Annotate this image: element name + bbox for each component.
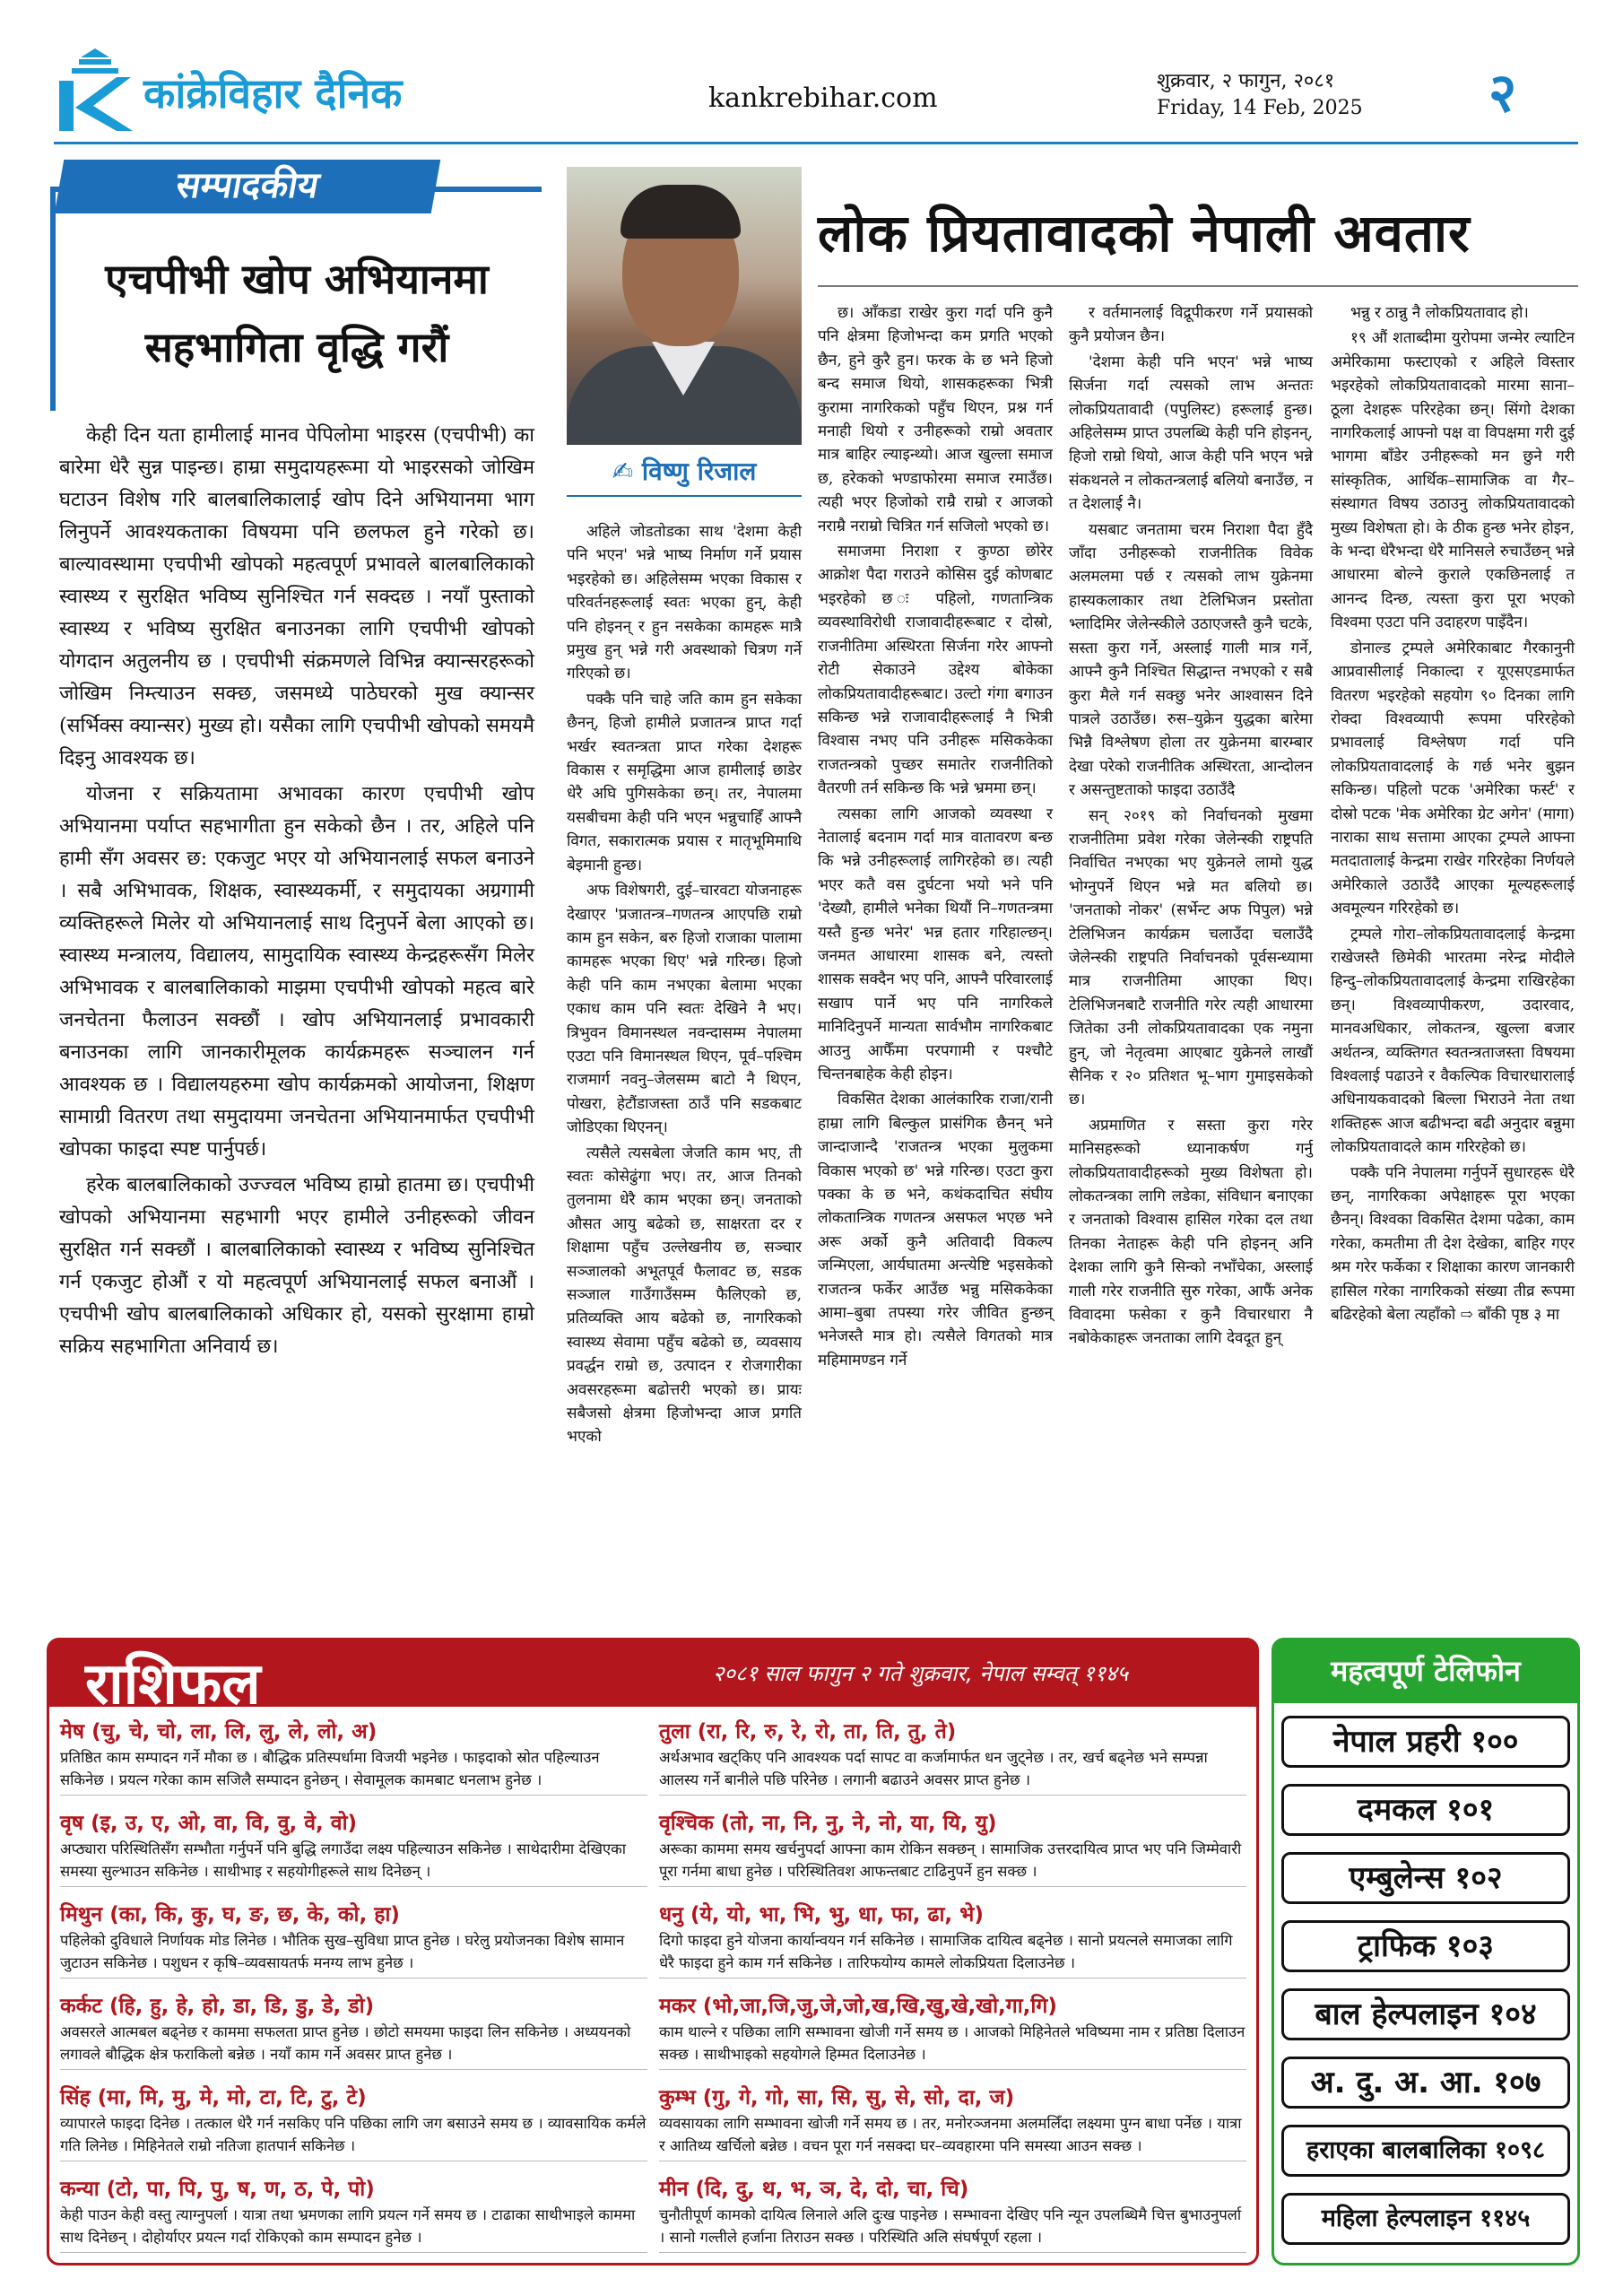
issue-date [1157,68,1363,122]
horoscope-sign [60,1992,647,2070]
article-paragraph: छ। आँकडा राखेर कुरा गर्दा पनि कुनै पनि क्षेत्रमा हिजोभन्दा कम प्रगति भएको छैन, हुने कुरै हुन। फरक के छ भने हिजो बन्द समाज थियो, शासकहरूका भित्री कुरामा नागरिकको पहुँच थिएन, प्रश्न गर्न मनाही थियो र उनीहरूको राम्रो अवतार मात्र बाहिर ल्याइन्थ्यो। आज खुल्ला समाज छ, हरेकको भण्डाफोरमा समाज रमाउँछ। त्यही भएर हिजोको राम्रै राम्रो र आजको नराम्रै नराम्रो चित्रित गर्न सजिलो भएको छ। [818,304,1053,535]
headline-divider [818,285,1578,287]
horoscope-sign [659,2083,1246,2161]
newspaper-logo-icon [54,45,136,135]
horoscope-sign [60,1900,647,1979]
sign-letters: (इ, उ, ए, ओ, वा, वि, वु, वे, वो) [91,1812,358,1835]
sign-prediction: केही पाउन केही वस्तु त्याग्नुपर्ला । यात्रा तथा भ्रमणका लागि प्रयत्न गर्ने समय छ । टाढाका साथीभाइले काममा साथ दिनेछन् । दोहोर्याएर प्रयत्न गर्दा रोकिएको काम सम्पादन हुनेछ । [60,2204,647,2253]
sign-letters: (ये, यो, भा, भि, भु, धा, फा, ढा, भे) [690,1903,984,1926]
sign-name-line [659,1992,1246,2021]
article-paragraph: अप्रमाणित र सस्ता कुरा गरेर मानिसहरूको ध्यानाकर्षण गर्नु लोकप्रियतावादीहरूको मुख्य विशेषता हो। लोकतन्त्रका लागि लडेका, संविधान बनाएका र जनताको विश्वास हासिल गरेका दल तथा तिनका नेताहरू केही पनि होइनन् अनि देशका लागि कुनै सिन्को नभाँचेका, अस्लाई गाली गरेर राजनीति सुरु गरेका, आफैं अनेक विवादमा फसेका र कुनै विचारधारा नै नबोकेकाहरू जनताका लागि देवदूत हुन् [1069,1116,1313,1348]
editorial-headline [59,245,534,381]
sign-name: धनु [659,1903,683,1926]
article-paragraph: समाजमा निराशा र कुण्ठा छोरेर आक्रोश पैदा गराउने कोसिस दुई कोणबाट भइरहेको छ ः पहिलो, गणतान्त्रिक व्यवस्थाविरोधी राजावादीहरूबाट र दोस्रो, राजनीतिमा अस्थिरता सिर्जना गरेर आफ्नो रोटी सेकाउने उद्देश्य बोकेका लोकप्रियतावादीहरूबाट। उल्टो गंगा बगाउन सकिन्छ भन्ने राजावादीहरूलाई नै भित्री विश्वास नभए पनि उनीहरू मसिककेका राजतन्त्रको पुच्छर समातेर राजनीतिको वैतरणी तर्न सकिन्छ कि भन्ने भ्रममा छन्। [818,543,1053,798]
phone-entry: एम्बुलेन्स १०२ [1281,1852,1570,1904]
article-paragraph: डोनाल्ड ट्रम्पले अमेरिकाबाट गैरकानुनी आप्रवासीलाई निकाल्दा र यूएसएडमार्फत वितरण भइरहेको सहयोग ९० दिनका लागि रोक्दा विश्वव्यापी रूपमा परिरहेको प्रभावलाई विश्लेषण गर्दा पनि लोकप्रियतावादलाई के गर्छ भनेर बुझन सकिन्छ। पहिलो पटक 'अमेरिका फर्स्ट' र दोस्रो पटक 'मेक अमेरिका ग्रेट अगेन' (मागा) नाराका साथ सत्तामा आएका ट्रम्पले आफ्ना मतदातालाई केन्द्रमा राखेर गरिरहेका निर्णयले अमेरिकाले उठाउँदै आएका मूल्यहरूलाई अवमूल्यन गरिरहेको छ। [1331,639,1575,918]
article-paragraph: अहिले जोडतोडका साथ 'देशमा केही पनि भएन' भन्ने भाष्य निर्माण गर्ने प्रयास भइरहेको छ। अहिलेसम्म भएका विकास र परिवर्तनहरूलाई स्वतः भएका हुन्, केही पनि होइनन् र हुन नसकेका कामहरू मात्रै प्रमुख हुन् भन्ने गरी अवस्थाको चित्रण गर्ने गरिएको छ। [567,523,802,683]
phone-entry: हराएका बालबालिका १०९८ [1281,2125,1570,2177]
phone-entry: नेपाल प्रहरी १०० [1281,1716,1570,1768]
article-column-1 [567,520,802,1451]
sign-name: मिथुन [60,1903,103,1926]
phone-entry: महिला हेल्पलाइन ११४५ [1281,2193,1570,2245]
article-column-4 [1331,301,1575,1328]
editorial-headline-line2: सहभागिता वृद्धि गरौं [144,323,449,371]
article-paragraph: १९ औं शताब्दीमा युरोपमा जन्मेर ल्याटिन अमेरिकामा फस्टाएको र अहिले विस्तार भइरहेको लोकप्रियतावादको मारमा साना–ठूला देशहरू परिरहेका छन्। सिंगो देशका नागरिकलाई आफ्नो पक्ष वा विपक्षमा गरी दुई भागमा बाँडेर उनीहरूको मन छुने गरी सांस्कृतिक, आर्थिक–सामाजिक वा गैर–संस्थागत विषय उठाउनु लोकप्रियतावादको मुख्य विशेषता हो। के ठीक हुन्छ भनेर होइन, के भन्दा धेरैभन्दा धेरै मानिसले रुचाउँछन् भन्ने आधारमा बोल्ने कुराले एकछिनलाई त आनन्द दिन्छ, त्यस्ता कुरा पूरा भएको विश्वमा एउटा पनि उदाहरण पाइँदैन। [1331,329,1575,632]
article-paragraph: त्यसैले त्यसबेला जेजति काम भए, ती स्वतः कोसेढुंगा भए। तर, आज तिनको तुलनामा धेरै काम भएका छन्। जनताको औसत आयु बढेको छ, साक्षरता दर र शिक्षामा पहुँच उल्लेखनीय छ, सञ्चार सञ्जालको अभूतपूर्व फैलावट छ, सडक सञ्जाल गाउँगाउँसम्म फैलिएको छ, प्रतिव्यक्ति आय बढेको छ, नागरिकको स्वास्थ्य सेवामा पहुँच बढेको छ, व्यवसाय प्रवर्द्धन राम्रो छ, उत्पादन र रोजगारीका अवसरहरूमा बढोत्तरी भएको छ। प्रायः सबैजसो क्षेत्रमा हिजोभन्दा आज प्रगति भएको [567,1144,802,1447]
article-paragraph: भन्नु र ठान्नु नै लोकप्रियतावाद हो। [1350,304,1529,322]
article-paragraph: र वर्तमानलाई विद्रूपीकरण गर्ने प्रयासको कुनै प्रयोजन छैन। [1069,304,1313,346]
sign-prediction: दिगो फाइदा हुने योजना कार्यान्वयन गर्न सकिनेछ । सामाजिक दायित्व बढ्नेछ । सानो प्रयत्नले समाजका लागि धेरै फाइदा हुने काम गर्न सकिनेछ । तारिफयोग्य कामले लोकप्रियता दिलाउनेछ । [659,1929,1246,1979]
phone-entry: अ. दु. अ. आ. १०७ [1281,2057,1570,2109]
sign-name-line [60,1900,647,1929]
horoscope-sign [659,1900,1246,1979]
sign-prediction: पहिलेको दुविधाले निर्णायक मोड लिनेछ । भौतिक सुख–सुविधा प्राप्त हुनेछ । घरेलु प्रयोजनका विशेष सामान जुटाउन सकिनेछ । पशुधन र कृषि–व्यवसायतर्फ मनग्य लाभ हुनेछ । [60,1929,647,1979]
sign-letters: (चु, चे, चो, ला, लि, लु, ले, लो, अ) [91,1720,378,1744]
important-phones-box [1271,1638,1580,2266]
sign-prediction: प्रतिष्ठित काम सम्पादन गर्ने मौका छ । बौद्धिक प्रतिस्पर्धामा विजयी भइनेछ । फाइदाको स्रोत पहिल्याउन सकिनेछ । प्रयत्न गरेका काम सजिलै सम्पादन हुनेछन् । सेवामूलक कामबाट धनलाभ हुनेछ । [60,1746,647,1796]
sign-name-line [60,1718,647,1746]
sign-name-line [60,1992,647,2021]
sign-letters: (टो, पा, पि, पु, ष, ण, ठ, पे, पो) [106,2178,375,2201]
sign-name: कन्या [60,2178,100,2201]
sign-name: वृश्चिक [659,1812,714,1835]
sign-prediction: चुनौतीपूर्ण कामको दायित्व लिनाले अलि दुःख पाइनेछ । सम्भावना देखिए पनि न्यून उपलब्धिमै चित्त बुभाउनुपर्ला । सानो गल्तीले हर्जाना तिराउन सक्छ । परिस्थिति अलि संघर्षपूर्ण रहला । [659,2204,1246,2253]
sign-name-line [659,2175,1246,2204]
page-number: २ [1488,62,1517,125]
sign-prediction: अरूका काममा समय खर्चनुपर्दा आफ्ना काम रोकिन सक्छन् । सामाजिक उत्तरदायित्व प्राप्त भए पनि जिम्मेवारी पूरा गर्नमा बाधा हुनेछ । परिस्थितिवश आफन्तबाट टाढिनुपर्ने हुन सक्छ । [659,1838,1246,1887]
horoscope-box [47,1638,1259,2266]
editorial-label: सम्पादकीय [55,160,441,213]
article-paragraph: 'देशमा केही पनि भएन' भन्ने भाष्य सिर्जना गर्दा त्यसको लाभ अन्ततः लोकप्रियतावादी (पपुलिस्ट) हरूलाई हुन्छ। अहिलेसम्म प्राप्त उपलब्धि केही पनि होइनन्, हिजो राम्रो थियो, आज केही पनि भएन भन्ने संकथनले न लोकतन्त्रलाई बलियो बनाउँछ, न त देशलाई नै। [1069,352,1313,514]
sign-name-line [659,1809,1246,1838]
editorial-section [50,160,542,1631]
sign-name: कर्कट [60,1995,102,2018]
article-paragraph: पक्कै पनि चाहे जति काम हुन सकेका छैनन्, हिजो हामीले प्रजातन्त्र प्राप्त गर्दा भर्खर स्वतन्त्रता प्राप्त गरेका देशहरू विकास र समृद्धिमा आज हामीलाई छाडेर धेरै अघि पुगिसकेका छन्। तर, नेपालमा यसबीचमा केही पनि भएन भन्नुचाहिँ आफ्नै विगत, सकारात्मक प्रयास र मातृभूमिमाथि बेइमानी हुन्छ। [567,690,802,874]
sign-name: तुला [659,1720,690,1744]
editorial-body [59,420,534,1367]
sign-letters: (दि, दु, थ, भ, ञ, दे, दो, चा, चि) [695,2178,969,2201]
sign-name-line [60,1809,647,1838]
sign-name: मीन [659,2178,689,2201]
article-column-2 [818,301,1053,1374]
article-paragraph: ट्रम्पले गोरा–लोकप्रियतावादलाई केन्द्रमा राखेजस्तै छिमेकी भारतमा नरेन्द्र मोदीले हिन्दु–लोकप्रियतावादलाई केन्द्रमा राखिरहेका छन्। विश्वव्यापीकरण, उदारवाद, मानवअधिकार, लोकतन्त्र, खुल्ला बजार अर्थतन्त्र, व्यक्तिगत स्वतन्त्रताजस्ता विषयमा विश्वलाई पढाउने र वैकल्पिक विचारधारालाई अधिनायकवादको बिल्ला भिराउने नेता तथा शक्तिहरू आज बढीभन्दा बढी अनुदार बन्नुमा लोकप्रियतावादले काम गरिरहेको छ। [1331,925,1575,1157]
sign-letters: (हि, हु, हे, हो, डा, डि, डु, डे, डो) [108,1995,375,2018]
horoscope-sign [60,2083,647,2161]
horoscope-date: २०८१ साल फागुन २ गते शुक्रवार, नेपाल सम्वत् ११४५ [713,1661,1129,1686]
sign-prediction: काम थाल्ने र पछिका लागि सम्भावना खोजी गर्ने समय छ । आजको मिहिनेतले भविष्यमा नाम र प्रतिष्ठा दिलाउन सक्छ । साथीभाइको सहयोगले हिम्मत दिलाउनेछ । [659,2021,1246,2070]
sign-letters: (भो,जा,जि,जु,जे,जो,ख,खि,खु,खे,खो,गा,गि) [702,1995,1057,2018]
editorial-paragraph: योजना र सक्रियतामा अभावका कारण एचपीभी खोप अभियानमा पर्याप्त सहभागीता हुन सकेको छैन । तर, अहिले पनि हामी सँग अवसर छ: एकजुट भएर यो अभियानलाई सफल बनाउने । सबै अभिभावक, शिक्षक, स्वास्थ्यकर्मी, र समुदायका अग्रगामी व्यक्तिहरूले मिलेर यो अभियानलाई साथ दिनुपर्ने बेला आएको छ। स्वास्थ्य मन्त्रालय, विद्यालय, सामुदायिक स्वास्थ्य केन्द्रहरूसँग मिलेर अभिभावक र बालबालिकाको माझमा एचपीभी खोपको महत्व बारे जनचेतना फैलाउन सक्छौं । खोप अभियानलाई प्रभावकारी बनाउनका लागि जानकारीमूलक कार्यक्रमहरू सञ्चालन गर्न आवश्यक छ । विद्यालयहरुमा खोप कार्यक्रमको आयोजना, शिक्षण सामाग्री वितरण तथा समुदायमा जनचेतना अभियानमार्फत एचपीभी खोपका फाइदा स्पष्ट पार्नुपर्छ। [59,783,534,1161]
byline-divider [567,495,802,497]
horoscope-sign [60,2175,647,2253]
author-photo [567,167,802,445]
editorial-headline-line1: एचपीभी खोप अभियानमा [105,255,489,303]
article-paragraph: सन् २०१९ को निर्वाचनको मुखमा राजनीतिमा प्रवेश गरेका जेलेन्स्की राष्ट्रपति निर्वाचित नभएका भए युक्रेनले लामो युद्ध भोग्नुपर्ने थिएन भन्ने मत बलियो छ। 'जनताको नोकर' (सर्भेन्ट अफ पिपुल) भन्ने टेलिभिजन कार्यक्रम चलाउँदा चलाउँदै जेलेन्स्की राष्ट्रपति निर्वाचनको पूर्वसन्ध्यामा मात्र राजनीतिमा आएका थिए। टेलिभिजनबाटै राजनीति गरेर त्यही आधारमा जितेका उनी लोकप्रियतावादका एक नमुना हुन्, जो नेतृत्वमा आएबाट युक्रेनले लाखौं सैनिक र २० प्रतिशत भू–भाग गुमाइसकेको छ। [1069,806,1313,1109]
sign-prediction: अप्ठ्यारा परिस्थितिसँग सम्भौता गर्नुपर्ने पनि बुद्धि लगाउँदा लक्ष्य पहिल्याउन सकिनेछ । साथेदारीमा देखिएका समस्या सुल्भाउन सकिनेछ । साथीभाइ र सहयोगीहरूले साथ दिनेछन् । [60,1838,647,1887]
sign-name-line [659,2083,1246,2112]
phones-title: महत्वपूर्ण टेलिफोन [1274,1640,1577,1703]
sign-name: कुम्भ [659,2086,696,2109]
sign-name-line [659,1718,1246,1746]
phone-entry: ट्राफिक १०३ [1281,1920,1570,1972]
sign-prediction: व्यापारले फाइदा दिनेछ । तत्काल धेरै गर्न नसकिए पनि पछिका लागि जग बसाउने समय छ । व्यावसायिक कर्मले गति लिनेछ । मिहिनेतले राम्रो नतिजा हातपार्न सकिनेछ । [60,2112,647,2161]
horoscope-title: राशिफल [85,1651,261,1718]
phone-entry: दमकल १०१ [1281,1784,1570,1836]
sign-name: मेष [60,1720,85,1744]
horoscope-sign [60,1718,647,1796]
sign-letters: (रा, रि, रु, रे, रो, ता, ति, तु, ते) [697,1720,957,1744]
sign-name: वृष [60,1812,84,1835]
editorial-paragraph: हरेक बालबालिकाको उज्ज्वल भविष्य हाम्रो हातमा छ। एचपीभी खोपको अभियानमा सहभागी भएर हामीले उनीहरूको जीवन सुरक्षित गर्न सक्छौं । बालबालिकाको स्वास्थ्य र भविष्य सुनिश्चित गर्न एकजुट होऔं र यो महत्वपूर्ण अभियानलाई सफल बनाऔं । एचपीभी खोप बालबालिकाको अधिकार हो, यसको सुरक्षामा हाम्रो सक्रिय सहभागिता अनिवार्य छ। [59,1174,534,1358]
sign-letters: (मा, मि, मु, मे, मो, टा, टि, टु, टे) [97,2086,367,2109]
author-byline: ✍ विष्णु रिजाल [612,457,757,486]
article-paragraph: त्यसका लागि आजको व्यवस्था र नेतालाई बदनाम गर्दा मात्र वातावरण बन्छ कि भन्ने उनीहरूलाई लागिरहेको छ। त्यही भएर कतै वस दुर्घटना भयो भने पनि 'देख्यौ, हामीले भनेका थियौं नि–गणतन्त्रमा यस्तै हुन्छ भनेर' भन्न हतार गरिहाल्छन्। जनमत आधारमा शासक बने, त्यस्तो शासक सक्दैन भए पनि, आफ्नै परिवारलाई सखाप पार्ने भए पनि नागरिकले मानिदिनुपर्ने मान्यता सार्वभौम नागरिकबाट आउनु आफैँमा परपगामी र पश्चौटे चिन्तनबाहेक केही होइन। [818,804,1053,1083]
horoscope-sign [659,1992,1246,2070]
sign-name: मकर [659,1995,696,2018]
masthead [54,36,1578,135]
article-paragraph: अफ विशेषगरी, दुई–चारवटा योजनाहरू देखाएर 'प्रजातन्त्र–गणतन्त्र आएपछि राम्रो काम हुन सकेन, बरु हिजो राजाका पालामा कामहरू भएका थिए' भन्ने गरिन्छ। हिजो केही पनि काम नभएका बेलामा भएका एकाध काम पनि स्वतः देखिने नै भए। त्रिभुवन विमानस्थल नवन्दासम्म नेपालमा एउटा पनि विमानस्थल थिएन, पूर्व–पश्चिम राजमार्ग नवनु–जेलसम्म बाटो नै थिएन, पोखरा, हेटौंडाजस्ता ठाउँ पनि सडकबाट जोडिएका थिएनन्। [567,882,802,1137]
horoscope-sign [60,1809,647,1887]
sign-letters: (का, कि, कु, घ, ङ, छ, के, को, हा) [109,1903,400,1926]
phone-entry: बाल हेल्पलाइन १०४ [1281,1988,1570,2040]
horoscope-sign [659,2175,1246,2253]
logo[interactable] [54,45,520,135]
horoscope-sign [659,1718,1246,1796]
sign-letters: (तो, ना, नि, नु, ने, नो, या, यि, यु) [720,1812,997,1835]
logo-title: कांक्रेविहार दैनिक [143,69,403,117]
sign-name: सिंह [60,2086,91,2109]
article-paragraph: यसबाट जनतामा चरम निराशा पैदा हुँदै जाँदा उनीहरूको राजनीतिक विवेक अलमलमा पर्छ र त्यसको लाभ युक्रेनमा हास्यकलाकार तथा टेलिभिजन प्रस्तोता भ्लादिमिर जेलेन्स्कीले उठाएजस्तै कुनै चटके, सस्ता कुरा गर्ने, अस्लाई गाली मात्र गर्ने, आफ्नै कुनै निश्चित सिद्धान्त नभएको र सबै कुरा मैले गर्न सक्छु भनेर आश्वासन दिने पात्रले उठाउँछ। रुस–युक्रेन युद्धका बारेमा भिन्नै विश्लेषण होला तर युक्रेनमा बारम्बार देखा परेको राजनीतिक अस्थिरता, आन्दोलन र असन्तुष्टताको फाइदा उठाउँदै [1069,520,1313,800]
sign-name-line [659,1900,1246,1929]
sign-name-line [60,2083,647,2112]
sign-letters: (गु, गे, गो, सा, सि, सु, से, सो, दा, ज) [702,2086,1015,2109]
editorial-paragraph: केही दिन यता हामीलाई मानव पेपिलोमा भाइरस (एचपीभी) का बारेमा धेरै सुन्न पाइन्छ। हाम्रा समुदायहरूमा यो भाइरसको जोखिम घटाउन विशेष गरि बालबालिकालाई खोप दिने अभियानमा भाग लिनुपर्ने आवश्यकताका विषयमा पनि छलफल हुने गरेको छ। बाल्यावस्थामा एचपीभी खोपको महत्वपूर्ण प्रभावले बालबालिकाको स्वास्थ्य र सुरक्षित भविष्य सुनिश्चित गर्न सक्दछ । नयाँ पुस्ताको स्वास्थ्य र भविष्य सुरक्षित बनाउनका लागि एचपीभी खोपको योगदान अतुलनीय छ । एचपीभी संक्रमणले विभिन्न क्यान्सरहरूको जोखिम निम्त्याउन सक्छ, जसमध्ये पाठेघरको मुख क्यान्सर (सर्भिक्स क्यान्सर) मुख्य हो। यसैका लागि एचपीभी खोपको समयमै दिइनु आवश्यक छ। [59,424,534,770]
sign-name-line [60,2175,647,2204]
horoscope-sign [659,1809,1246,1887]
date-nepali: शुक्रवार, २ फागुन, २०८१ [1157,70,1335,92]
horoscope-header [49,1640,1256,1718]
article-headline: लोक प्रियतावादको नेपाली अवतार [818,203,1471,264]
date-english: Friday, 14 Feb, 2025 [1157,97,1363,119]
sign-prediction: अर्थअभाव खट्किए पनि आवश्यक पर्दा सापट वा कर्जामार्फत धन जुट्नेछ । तर, खर्च बढ्नेछ भने सम्पन्ना आलस्य गर्ने बानीले पछि परिनेछ । लगानी बढाउने अवसर प्राप्त हुनेछ । [659,1746,1246,1796]
article-continuation[interactable]: पक्कै पनि नेपालमा गर्नुपर्ने सुधारहरू धेरै छन्, नागरिकका अपेक्षाहरू पूरा भएका छैनन्। विश्वका विकसित देशमा पढेका, काम गरेका, कमतीमा ती देश देखेका, बाहिर गएर श्रम गरेर फर्केका र शिक्षाका कारण जानकारी हासिल गरेका नागरिकको संख्या तीव्र रूपमा बढिरहेको बेला त्यहाँको ⇨ बाँकी पृष्ठ ३ मा [1331,1163,1575,1325]
site-url[interactable]: kankrebihar.com [708,83,938,114]
article-paragraph: विकसित देशका आलंकारिक राजा/रानी हाम्रा लागि बिल्कुल प्रासंगिक छैनन् भने जान्दाजान्दै 'राजतन्त्र भएका मुलुकमा विकास भएको छ' भन्ने गरिन्छ। एउटा कुरा पक्का के छ भने, कथंकदाचित संघीय लोकतान्त्रिक गणतन्त्र असफल भएछ भने अरू अर्को कुनै अतिवादी विकल्प जन्मिएला, आर्यघातमा अन्त्येष्टि भइसकेको राजतन्त्र फर्केर आउँछ भन्नु मसिककेका आमा–बुबा तपस्या गरेर जीवित हुन्छन् भनेजस्तै मात्र हो। त्यसैले विगतको मात्र महिमामण्डन गर्ने [818,1091,1053,1370]
article-column-3 [1069,301,1313,1352]
sign-prediction: अवसरले आत्मबल बढ्नेछ र काममा सफलता प्राप्त हुनेछ । छोटो समयमा फाइदा लिन सकिनेछ । अध्ययनको लगावले बौद्धिक क्षेत्र फराकिलो बन्नेछ । नयाँ काम गर्ने अवसर प्राप्त हुनेछ । [60,2021,647,2070]
header-divider [54,142,1578,144]
sign-prediction: व्यवसायका लागि सम्भावना खोजी गर्ने समय छ । तर, मनोरञ्जनमा अलमलिँदा लक्ष्यमा पुग्न बाधा पर्नेछ । यात्रा र आतिथ्य खर्चिलो बन्नेछ । वचन पूरा गर्न नसक्दा घर–व्यवहारमा पनि समस्या आउन सक्छ । [659,2112,1246,2161]
